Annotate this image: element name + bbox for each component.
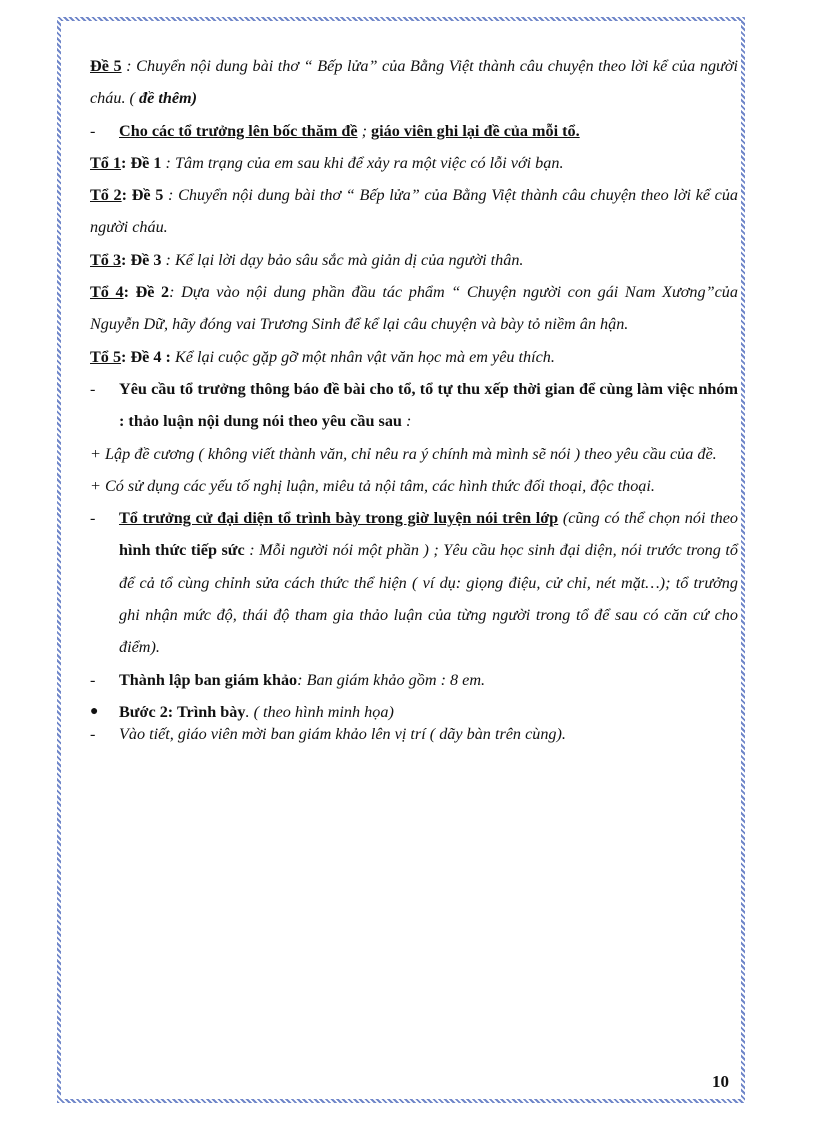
group-label: Tổ 5 xyxy=(90,347,122,366)
group-topic: Đề 1 xyxy=(130,153,162,172)
group-2: Tổ 2: Đề 5 : Chuyển nội dung bài thơ “ Bếp lửa” của Bằng Việt thành câu chuyện theo lời kể của người cháu. xyxy=(90,186,739,237)
dash-marker: - xyxy=(90,379,96,398)
draw-sep: ; xyxy=(357,121,372,140)
dash-marker: - xyxy=(90,121,96,140)
last-item xyxy=(90,723,738,745)
elements-note: + Có sử dụng các yếu tố nghị luận, miêu tả nội tâm, các hình thức đối thoại, độc thoại. xyxy=(90,476,655,495)
group-5: Tổ 5: Đề 4 : Kể lại cuộc gặp gỡ một nhân vật văn học mà em yêu thích. xyxy=(90,347,555,366)
representative-item xyxy=(90,502,738,663)
draw-part1: Cho các tổ trưởng lên bốc thăm đề xyxy=(119,121,358,140)
de5-paragraph xyxy=(90,50,738,115)
group-3: Tổ 3: Đề 3 : Kể lại lời dạy bảo sâu sắc mà giản dị của người thân. xyxy=(90,250,524,269)
dash-marker: - xyxy=(90,724,96,743)
group-text: Kể lại cuộc gặp gỡ một nhân vật văn học mà em yêu thích. xyxy=(170,347,555,366)
jury-heading: Thành lập ban giám khảo xyxy=(119,670,298,689)
group-topic: Đề 4 : xyxy=(130,347,171,366)
group-text: : Tâm trạng của em sau khi để xảy ra một việc có lỗi với bạn. xyxy=(161,153,564,172)
group-topic: Đề 2 xyxy=(135,283,170,302)
jury-item xyxy=(90,664,738,696)
de5-text: : Chuyển nội dung bài thơ “ Bếp lửa” của Bằng Việt thành câu chuyện theo lời kể của người cháu. ( xyxy=(90,57,738,108)
page-number: 10 xyxy=(712,1072,729,1091)
step2-item xyxy=(90,701,738,723)
group-topic: Đề 3 xyxy=(130,250,162,269)
request-item xyxy=(90,373,738,438)
group-text: : Kể lại lời dạy bảo sâu sắc mà giản dị của người thân. xyxy=(161,250,524,269)
group-1: Tổ 1: Đề 1 : Tâm trạng của em sau khi để xảy ra một việc có lỗi với bạn. xyxy=(90,153,564,172)
group-label: Tổ 3 xyxy=(90,250,122,269)
request-tail: : xyxy=(401,412,412,431)
dash-marker: - xyxy=(90,509,96,528)
group-4: Tổ 4: Đề 2: Dựa vào nội dung phần đầu tác phẩm “ Chuyện người con gái Nam Xương”của Nguyễn Dữ, hãy đóng vai Trương Sinh để kể lại câu chuyện và bày tỏ niềm ân hận. xyxy=(90,283,738,334)
step2-text: . ( theo hình minh họa) xyxy=(245,702,394,721)
group-text: : Chuyển nội dung bài thơ “ Bếp lửa” của Bằng Việt thành câu chuyện theo lời kể của người cháu. xyxy=(90,186,739,237)
group-text: : Dựa vào nội dung phần đầu tác phẩm “ Chuyện người con gái Nam Xương”của Nguyễn Dữ, hãy đóng vai Trương Sinh để kể lại câu chuyện và bày tỏ niềm ân hận. xyxy=(90,283,738,334)
request-text: Yêu cầu tổ trưởng thông báo đề bài cho tổ, tổ tự thu xếp thời gian để cùng làm việc nhóm : thảo luận nội dung nói theo yêu cầu sau xyxy=(119,379,738,431)
group-label: Tổ 2 xyxy=(90,186,122,205)
document-body xyxy=(90,50,738,745)
rep-text-1: (cũng có thể chọn nói theo xyxy=(558,509,738,528)
dash-marker: - xyxy=(90,670,96,689)
last-text: Vào tiết, giáo viên mời ban giám khảo lên vị trí ( dãy bàn trên cùng). xyxy=(119,724,566,743)
step2-heading: Bước 2: Trình bày xyxy=(119,702,246,721)
rep-heading: Tổ trưởng cử đại diện tổ trình bày trong giờ luyện nói trên lớp xyxy=(119,509,559,528)
rep-text-2: : Mỗi người nói một phần ) ; Yêu cầu học sinh đại diện, nói trước trong tổ để cả tổ cùng chỉnh sửa cách thức thể hiện ( ví dụ: giọng điệu, cử chỉ, nét mặt…); tổ trưởng ghi nhận mức độ, thái độ tham gia thảo luận của từng người trong tổ để sau có căn cứ cho điểm). xyxy=(119,541,738,657)
bullet-marker: ● xyxy=(90,703,99,719)
group-label: Tổ 4 xyxy=(90,283,124,302)
de5-extra: đề thêm) xyxy=(134,89,197,108)
group-topic: Đề 5 xyxy=(131,186,164,205)
outline-note: + Lập đề cương ( không viết thành văn, chỉ nêu ra ý chính mà mình sẽ nói ) theo yêu cầu của đề. xyxy=(90,444,717,463)
rep-relay: hình thức tiếp sức xyxy=(119,541,245,560)
de5-label: Đề 5 xyxy=(90,57,122,75)
draw-item xyxy=(90,115,738,147)
jury-text: : Ban giám khảo gồm : 8 em. xyxy=(297,670,486,689)
draw-part2: giáo viên ghi lại đề của mỗi tổ. xyxy=(371,121,580,140)
group-label: Tổ 1 xyxy=(90,153,122,172)
